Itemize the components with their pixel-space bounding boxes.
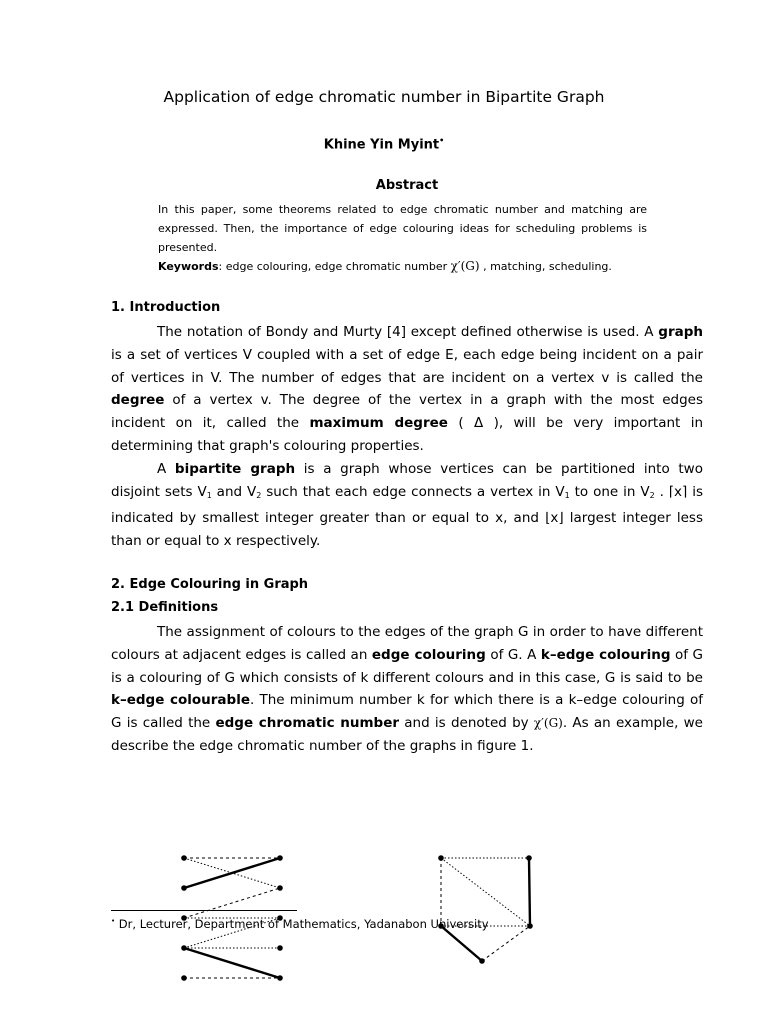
section2-body	[111, 621, 703, 758]
graph-right	[441, 858, 530, 961]
section1-heading: 1. Introduction	[111, 300, 221, 315]
keywords-text-b: , matching, scheduling.	[479, 260, 612, 273]
vertices-right	[438, 855, 533, 964]
graph-edge	[482, 926, 530, 961]
footnote-text: Dr, Lecturer, Department of Mathematics, Yadanabon University	[115, 917, 489, 931]
footnote	[111, 917, 489, 931]
abstract-heading: Abstract	[375, 178, 439, 193]
graph-vertex	[277, 885, 283, 891]
section2-paragraph-1	[111, 621, 703, 758]
subscript: 1	[206, 490, 212, 500]
term-degree: degree	[111, 392, 165, 409]
subscript: 2	[256, 490, 262, 500]
paper-title: Application of edge chromatic number in Bipartite Graph	[163, 88, 605, 106]
graph-vertex	[181, 885, 187, 891]
chi-prime-symbol: χ′(G)	[533, 716, 563, 731]
keywords-label: Keywords	[158, 260, 219, 273]
section2-heading: 2. Edge Colouring in Graph	[111, 577, 309, 592]
term-k-edge-colouring: k–edge colouring	[540, 646, 671, 663]
text-run: of G. A	[485, 646, 541, 663]
graph-vertex	[527, 923, 533, 929]
graph-vertex	[277, 975, 283, 981]
keywords-text-a: : edge colouring, edge chromatic number	[218, 260, 451, 273]
floor-symbol: ⌊x⌋	[545, 510, 564, 527]
figure-1-graphs	[160, 840, 580, 990]
term-maximum-degree: maximum degree	[309, 415, 448, 432]
footnote-rule	[111, 910, 297, 911]
text-run: of a vertex v. The degree of the vertex in a graph with the most edges incident on it, called the	[111, 392, 703, 432]
author-name-text: Khine Yin Myint	[323, 137, 440, 153]
text-run: to one in V	[569, 483, 650, 500]
text-run: is a set of vertices V coupled with a set of edge E, each edge being incident on a pair of vertices in V. The number of edges that are incident on a vertex v is called the	[111, 346, 703, 386]
graph-edge	[441, 926, 482, 961]
section2-1-heading: 2.1 Definitions	[111, 600, 219, 615]
graph-vertex	[181, 945, 187, 951]
text-run: and is denoted by	[399, 715, 534, 732]
text-run: A	[157, 460, 175, 477]
graph-edge	[184, 888, 280, 918]
text-run: such that each edge connects a vertex in V	[261, 483, 565, 500]
author-footnote-mark: •	[439, 136, 445, 145]
subscript: 1	[564, 490, 570, 500]
abstract-text: In this paper, some theorems related to edge chromatic number and matching are expressed. Then, the importance of edge colouring ideas for scheduling problems is presented.	[158, 203, 647, 254]
section1-body	[111, 321, 703, 553]
text-run: and V	[211, 483, 257, 500]
text-run: is a graph whose vertices can be partitioned into two disjoint sets V	[111, 460, 703, 500]
text-run: The notation of Bondy and Murty [4] except defined otherwise is used. A	[157, 324, 659, 340]
text-run: will be very important in determining that graph's colouring properties.	[111, 415, 704, 454]
term-edge-colouring: edge colouring	[371, 646, 486, 663]
section1-paragraph-2	[111, 458, 703, 553]
graph-vertex	[526, 855, 532, 861]
graph-vertex	[181, 855, 187, 861]
text-run: of G is a colouring of G which consists of k different colours and in this case, G is said to be	[111, 646, 703, 686]
subscript: 2	[649, 490, 655, 500]
delta-symbol: ( Δ ),	[447, 415, 504, 432]
term-k-edge-colourable: k–edge colourable	[111, 692, 250, 709]
text-run: . ⌈x⌉ is indicated by smallest integer greater than or equal to x, and	[111, 483, 703, 527]
text-run: The assignment of colours to the edges of the graph G in order to have different colours at adjacent edges is called an	[111, 624, 703, 663]
graph-vertex	[277, 945, 283, 951]
graph-vertex	[277, 855, 283, 861]
term-graph: graph	[658, 324, 703, 340]
graph-vertex	[438, 855, 444, 861]
graph-vertex	[479, 958, 485, 964]
text-run: largest integer less than or equal to x respectively.	[111, 510, 703, 550]
keywords-symbol: χ′(G)	[450, 259, 480, 273]
graph-vertex	[181, 975, 187, 981]
text-run: . As an example, we describe the edge chromatic number of the graphs in figure 1.	[111, 715, 703, 754]
footnote-mark: •	[111, 917, 116, 926]
term-edge-chromatic-number: edge chromatic number	[215, 715, 400, 732]
section1-paragraph-1	[111, 321, 703, 458]
text-run: . The minimum number k for which there is a k–edge colouring of G is called the	[111, 692, 703, 732]
author-name	[0, 136, 768, 152]
keywords-line	[158, 257, 658, 276]
graph-edge	[184, 948, 280, 978]
graph-edge	[441, 858, 530, 926]
term-bipartite-graph: bipartite graph	[174, 460, 296, 477]
graph-edge	[529, 858, 530, 926]
